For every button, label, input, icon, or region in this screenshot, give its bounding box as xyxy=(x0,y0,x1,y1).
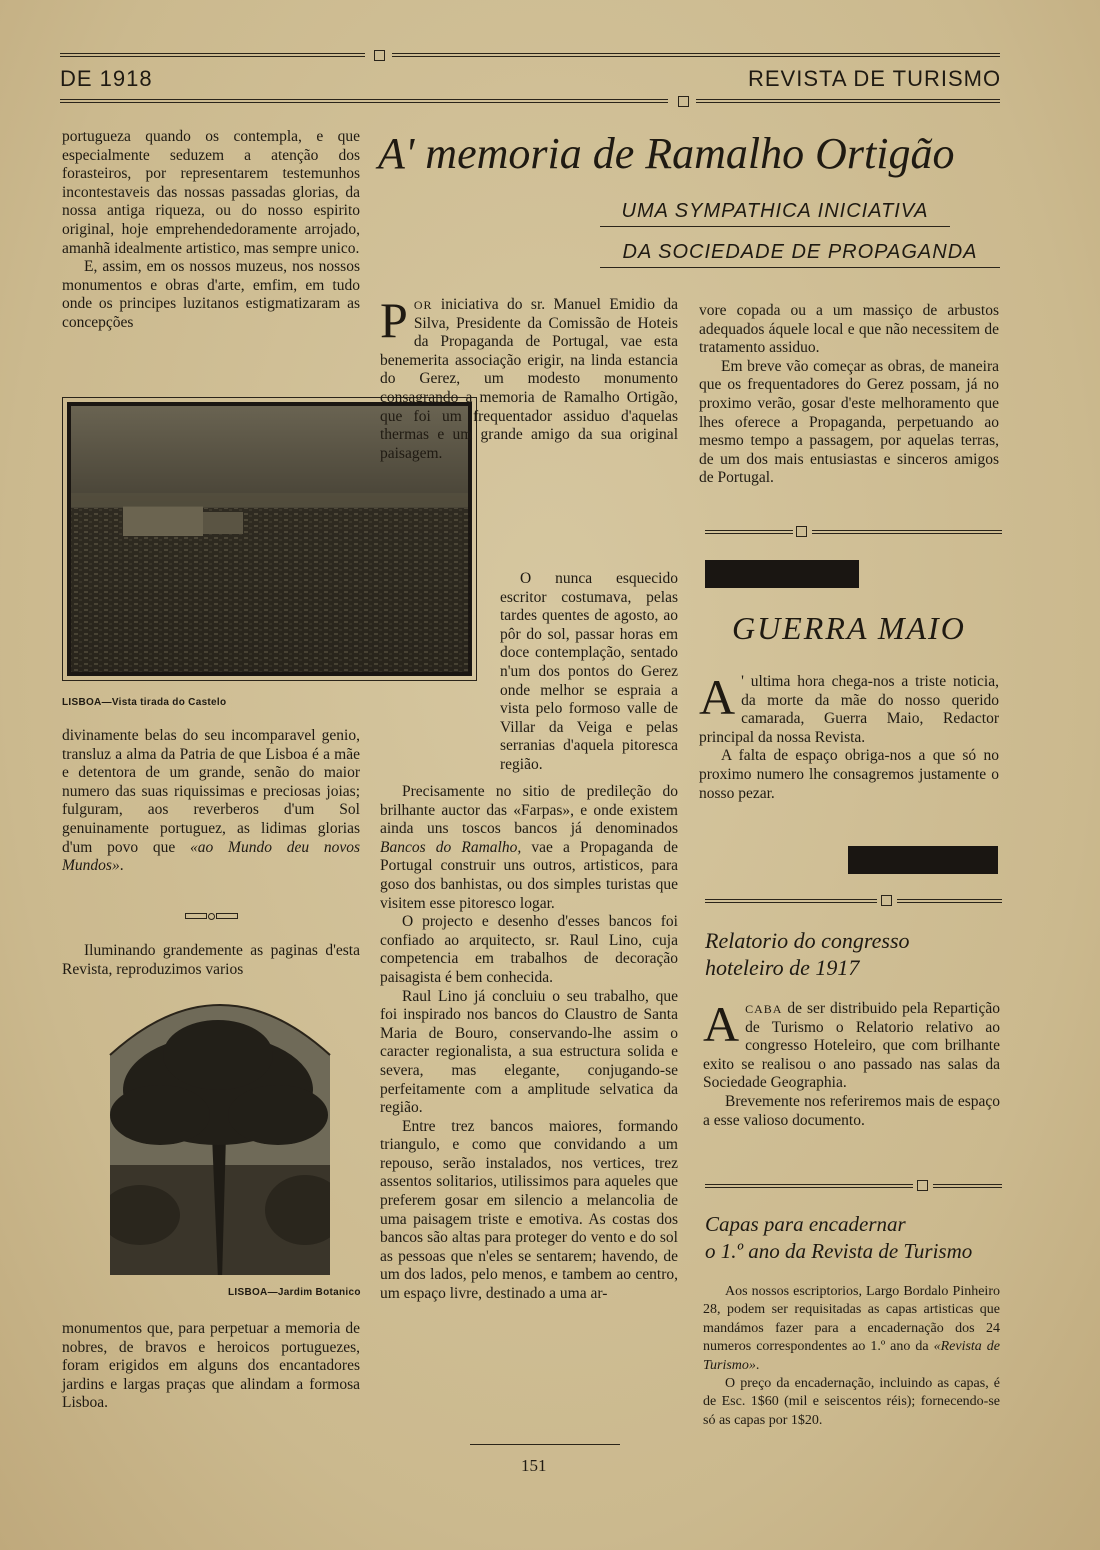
guerra-para-2: A falta de espaço obriga-nos a que só no proximo numero lhe consagremos justamente o nosso pezar. xyxy=(699,747,999,802)
relatorio-title-2: hoteleiro de 1917 xyxy=(705,955,860,980)
sep3-left xyxy=(705,1184,913,1188)
capas-para-1-em: «Revista de Turismo» xyxy=(703,1339,1001,1373)
relatorio-drop-cap: A xyxy=(703,996,740,1052)
article-subtitle-1: UMA SYMPATHICA INICIATIVA xyxy=(621,200,929,222)
relatorio-para-1-text: de ser distribuido pela Repartição de Turismo o Relatorio relativo ao congresso Hoteleiro, que com brilhante exito se realisou o ano passado nas salas da Sociedade Geographia. xyxy=(703,1000,1000,1092)
article-column-1a xyxy=(380,292,678,463)
article-para-3-b: vae a Propaganda de Portugal construir uns outros, artisticos, para goso dos banhistas, ou dos simples turistas que visitem esse pitoresco logar. xyxy=(380,838,678,912)
capas-column xyxy=(703,1283,1000,1430)
page-number: 151 xyxy=(521,1456,547,1475)
left-para-4: Iluminando grandemente as paginas d'esta Revista, reproduzimos varios xyxy=(62,942,360,978)
article-para-3-em: Bancos do Ramalho, xyxy=(380,838,522,856)
small-ornament xyxy=(185,913,237,919)
guerra-para-1-text: ' ultima hora chega-nos a triste noticia, da morte da mãe do nosso querido camarada, Guerra Maio, Redactor principal da nossa Revista. xyxy=(699,673,999,746)
relatorio-column xyxy=(703,996,1000,1130)
subtitle-2-underline xyxy=(600,267,1000,268)
photo-jardim-botanico-caption: LISBOA—Jardim Botanico xyxy=(228,1287,361,1298)
header-top-rule-right xyxy=(392,53,1000,57)
relatorio-para-2: Brevemente nos referiremos mais de espaço a esse valioso documento. xyxy=(703,1092,1000,1129)
article-para-6: Entre trez bancos maiores, formando triangulo, e como que convidando a um repouso, serão instalados, nos vertices, trez assentos solitarios, utilissimos para aqueles que preferem gosar em silencio a melancolia de uma paisagem triste e emotiva. As costas dos bancos são altas para proteger do vento e do sol as pessoas que n'eles se sentarem; havendo, de um dos lados, pelo menos, e tambem ao centro, um espaço livre, destinado a uma ar- xyxy=(380,1117,678,1303)
left-para-3-end: . xyxy=(119,857,124,875)
relatorio-title-1: Relatorio do congresso xyxy=(705,928,910,953)
article-para-5: Raul Lino já concluiu o seu trabalho, que foi inspirado nos bancos do Claustro de Santa Maria de Bouro, conservando-lhe assim o caracter regionalista, a sua estructura solida e severa, mas elegante, conjugando-se perfeitamente com a amplitude selvatica da região. xyxy=(380,987,678,1117)
black-bar-bottom xyxy=(848,846,998,874)
capas-para-1 xyxy=(703,1283,1000,1375)
sep3-ornament xyxy=(917,1180,928,1191)
sep3-right xyxy=(933,1184,1002,1188)
article-para-3-a: Precisamente no sitio de predileção do brilhante auctor das «Farpas», e onde existem ainda uns toscos bancos já denominados xyxy=(380,783,678,838)
photo-lisboa-castelo-caption: LISBOA—Vista tirada do Castelo xyxy=(62,697,227,708)
header-bottom-rule-left xyxy=(60,99,668,103)
relatorio-drop-rest: CABA xyxy=(745,1002,783,1016)
left-para-1: portugueza quando os contempla, e que especialmente seduzem a atenção dos forasteiros, por representarem testemunhos incontestaveis das nossas passadas glorias, da nossa antiga riqueza, ou do nosso espirito original, hoje emprehendedoramente arrojado, amanhã idealmente artistico, mas sempre unico. xyxy=(62,128,360,257)
sep2-right xyxy=(897,899,1002,903)
photo-jardim-botanico-image xyxy=(100,985,340,1280)
sep2-ornament xyxy=(881,895,892,906)
capas-title-1: Capas para encadernar xyxy=(705,1212,906,1236)
black-bar-top xyxy=(705,560,859,588)
left-column-bottom xyxy=(62,1320,360,1413)
left-column-para4 xyxy=(62,942,360,979)
article-para-4: O projecto e desenho d'esses bancos foi confiado ao arquitecto, sr. Raul Lino, cuja competencia em trabalhos de decoração paisagista é bem conhecida. xyxy=(380,913,678,986)
left-para-3-quote: «ao Mundo deu novos Mundos» xyxy=(62,838,360,875)
relatorio-para-1 xyxy=(703,996,1000,1093)
article-right-para-1: vore copada ou a um massiço de arbustos adequados áquele local e que não necessitem de tratamento assiduo. xyxy=(699,302,999,357)
article-para-1: iniciativa do sr. Manuel Emidio da Silva, Presidente da Comissão de Hoteis da Propaganda de Portugal, vae esta benemerita associação erigir, na linda estancia do Gerez, um modesto monumento consagrando a memoria de Ramalho Ortigão, que foi um frequentador assiduo d'aquelas thermas e um grande amigo da sua original paisagem. xyxy=(380,296,678,462)
capas-para-1-b: . xyxy=(755,1357,760,1373)
capas-title-2: o 1.º ano da Revista de Turismo xyxy=(705,1239,973,1263)
sep2-left xyxy=(705,899,877,903)
sep1-ornament xyxy=(796,526,807,537)
article-drop-cap: P xyxy=(380,292,408,348)
sep1-left xyxy=(705,530,793,534)
left-para-3-text: divinamente belas do seu incomparavel genio, transluz a alma da Patria de que Lisboa é a mãe e detentora de um grande, senão do maior numero das suas riquissimas e preciosas joias; fulguram, aos reverberos d'um Sol genuinamente portuguez, as lidimas glorias d'um povo que xyxy=(62,727,360,856)
article-drop-rest: OR xyxy=(413,298,433,312)
left-column-mid xyxy=(62,727,360,876)
guerra-para-1 xyxy=(699,669,999,747)
photo-jardim-botanico xyxy=(100,985,340,1280)
header-top-rule-left xyxy=(60,53,365,57)
left-para-2: E, assim, em os nossos muzeus, nos nossos monumentos e obras d'arte, emfim, em tudo onde os principes luzitanos estigmatizaram as concepções xyxy=(62,258,360,331)
header-left: DE 1918 xyxy=(60,66,153,91)
page-number-rule xyxy=(470,1444,620,1445)
subtitle-1-underline xyxy=(600,226,950,227)
guerra-column xyxy=(699,669,999,803)
article-title: A' memoria de Ramalho Ortigão xyxy=(378,129,955,178)
left-column-top xyxy=(62,128,360,333)
article-column-2 xyxy=(699,302,999,488)
capas-para-1-a: Aos nossos escriptorios, Largo Bordalo Pinheiro 28, podem ser requisitadas as capas artisticas que mandámos fazer para a encadernação dos 24 numeros correspondentes ao 1.º ano da xyxy=(703,1284,1000,1355)
article-subtitle-2: DA SOCIEDADE DE PROPAGANDA xyxy=(622,241,978,263)
guerra-title: GUERRA MAIO xyxy=(732,610,966,646)
sep1-right xyxy=(812,530,1002,534)
left-para-5: monumentos que, para perpetuar a memoria de nobres, de bravos e heroicos portuguezes, foram erigidos em alguns dos encantadores jardins e largas praças que alindam a formosa Lisboa. xyxy=(62,1320,360,1412)
article-para-2: O nunca esquecido escritor costumava, pelas tardes quentes de agosto, ao pôr do sol, passar horas em doce contemplação, sentado n'um dos pontos do Gerez onde melhor se espraia a vista pelo formoso valle de Villar da Veiga e pelas serranias d'aquela pitoresca região. xyxy=(500,570,678,773)
article-column-1c xyxy=(380,783,678,1304)
article-right-para-2: Em breve vão começar as obras, de maneira que os frequentadores do Gerez possam, já no proximo verão, gosar d'este melhoramento que lhes oferece a Propaganda, perpetuando ao mesmo tempo a passagem, por aquelas terras, de um dos mais entusiastas e sinceros amigos de Portugal. xyxy=(699,357,999,487)
guerra-drop-cap: A xyxy=(699,669,736,725)
header-bottom-ornament xyxy=(678,96,689,107)
header-ornament xyxy=(374,50,385,61)
article-para-3 xyxy=(380,783,678,913)
capas-para-2: O preço da encadernação, incluindo as capas, é de Esc. 1$60 (mil e seiscentos réis); fornecendo-se só as capas por 1$20. xyxy=(703,1376,1000,1428)
article-para-1-lead xyxy=(380,292,678,463)
article-column-1b xyxy=(380,570,678,775)
header-bottom-rule-right xyxy=(696,99,1000,103)
header-right: REVISTA DE TURISMO xyxy=(748,66,1002,91)
left-para-3 xyxy=(62,727,360,876)
